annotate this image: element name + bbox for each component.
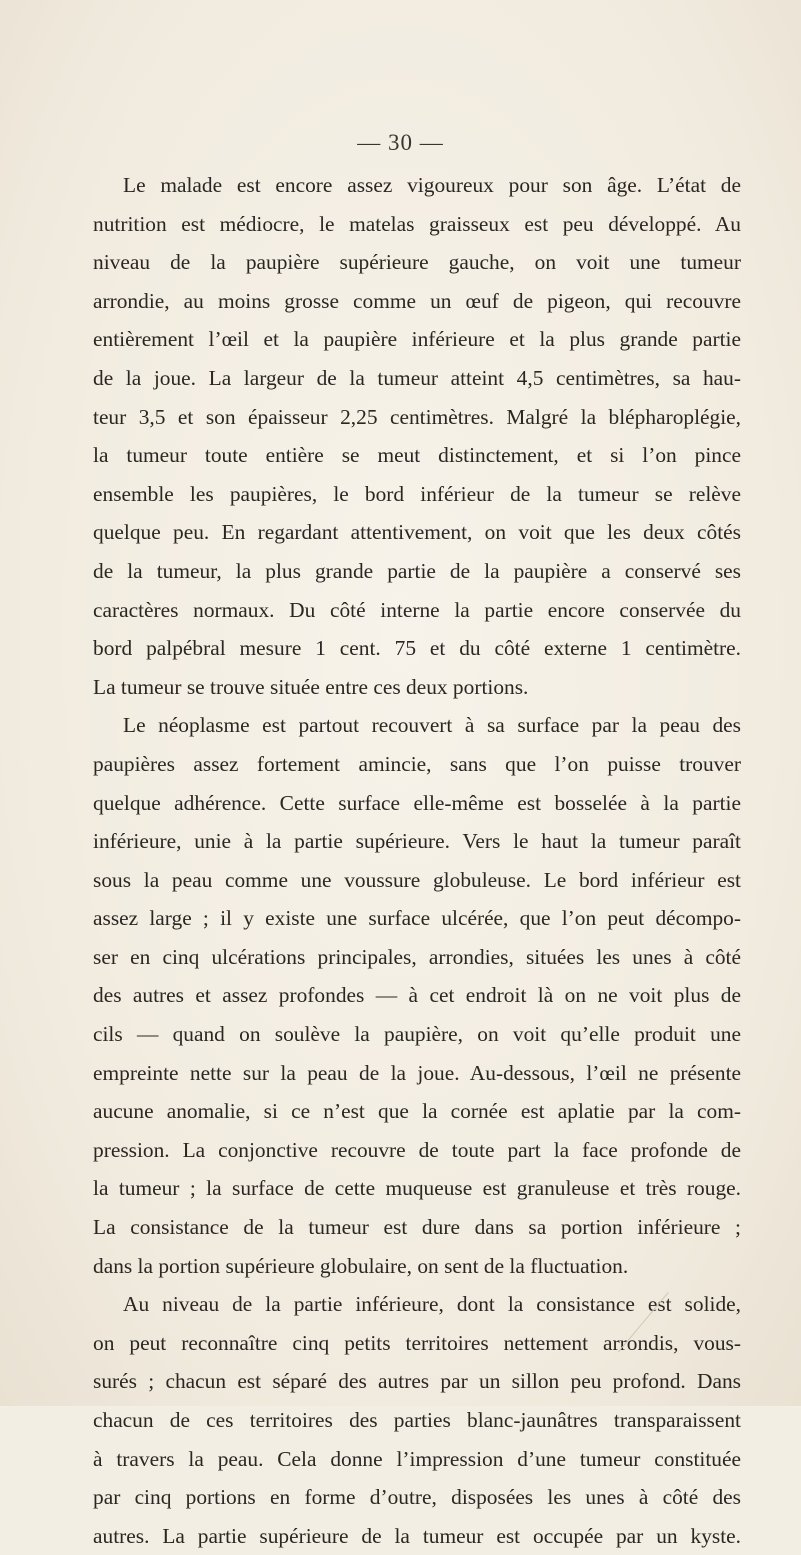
- text-line: quelque peu. En regardant attentivement, on voit que les deux côtés: [93, 520, 741, 545]
- text-line: de la joue. La largeur de la tumeur atteint 4,5 centimètres, sa hau-: [93, 365, 741, 390]
- text-line: par cinq portions en forme d’outre, disposées les unes à côté des: [93, 1485, 741, 1510]
- text-line: caractères normaux. Du côté interne la partie encore conservée du: [93, 597, 741, 622]
- text-line: cils — quand on soulève la paupière, on voit qu’elle produit une: [93, 1022, 741, 1047]
- text-line: arrondie, au moins grosse comme un œuf de pigeon, qui recouvre: [93, 288, 741, 313]
- text-line: empreinte nette sur la peau de la joue. Au-dessous, l’œil ne présente: [93, 1060, 741, 1085]
- text-line: niveau de la paupière supérieure gauche, on voit une tumeur: [93, 250, 741, 275]
- page-number: — 30 —: [357, 130, 444, 155]
- text-line: bord palpébral mesure 1 cent. 75 et du côté externe 1 centimètre.: [93, 636, 741, 661]
- text-line: chacun de ces territoires des parties blanc-jaunâtres transparaissent: [93, 1408, 741, 1432]
- text-line: on peut reconnaître cinq petits territoires nettement arrondis, vous-: [93, 1330, 741, 1355]
- text-line: nutrition est médiocre, le matelas graisseux est peu développé. Au: [93, 211, 741, 236]
- text-line: Le malade est encore assez vigoureux pour son âge. L’état de: [123, 173, 741, 197]
- text-line: sous la peau comme une voussure globuleuse. Le bord inférieur est: [93, 867, 741, 892]
- text-line: aucune anomalie, si ce n’est que la cornée est aplatie par la com-: [93, 1099, 741, 1124]
- text-line: dans la portion supérieure globulaire, on sent de la fluctuation.: [93, 1253, 629, 1278]
- text-line: autres. La partie supérieure de la tumeur est occupée par un kyste.: [93, 1523, 741, 1548]
- text-line: ser en cinq ulcérations principales, arrondies, situées les unes à côté: [93, 944, 741, 969]
- text-line: quelque adhérence. Cette surface elle-même est bosselée à la partie: [93, 790, 741, 815]
- text-line: teur 3,5 et son épaisseur 2,25 centimètres. Malgré la blépharoplégie,: [93, 404, 741, 429]
- text-line: la tumeur toute entière se meut distinctement, et si l’on pince: [93, 443, 741, 468]
- text-line: Le néoplasme est partout recouvert à sa surface par la peau des: [123, 713, 741, 738]
- body-text: [93, 166, 741, 1555]
- text-line: la tumeur ; la surface de cette muqueuse est granuleuse et très rouge.: [93, 1176, 741, 1201]
- text-line: des autres et assez profondes — à cet endroit là on ne voit plus de: [93, 983, 741, 1008]
- text-line: surés ; chacun est séparé des autres par un sillon peu profond. Dans: [93, 1369, 741, 1394]
- text-line: Au niveau de la partie inférieure, dont la consistance est solide,: [123, 1292, 741, 1317]
- text-line: entièrement l’œil et la paupière inférieure et la plus grande partie: [93, 327, 741, 352]
- text-line: pression. La conjonctive recouvre de toute part la face profonde de: [93, 1137, 741, 1162]
- text-line: de la tumeur, la plus grande partie de la paupière a conservé ses: [93, 558, 741, 583]
- text-line: à travers la peau. Cela donne l’impression d’une tumeur constituée: [93, 1446, 741, 1471]
- text-line: assez large ; il y existe une surface ulcérée, que l’on peut décompo-: [93, 906, 741, 931]
- text-line: inférieure, unie à la partie supérieure. Vers le haut la tumeur paraît: [93, 829, 741, 854]
- text-line: paupières assez fortement amincie, sans que l’on puisse trouver: [93, 751, 741, 776]
- text-line: La consistance de la tumeur est dure dans sa portion inférieure ;: [93, 1215, 741, 1240]
- text-line: La tumeur se trouve située entre ces deux portions.: [93, 674, 529, 699]
- text-line: ensemble les paupières, le bord inférieur de la tumeur se relève: [93, 481, 741, 506]
